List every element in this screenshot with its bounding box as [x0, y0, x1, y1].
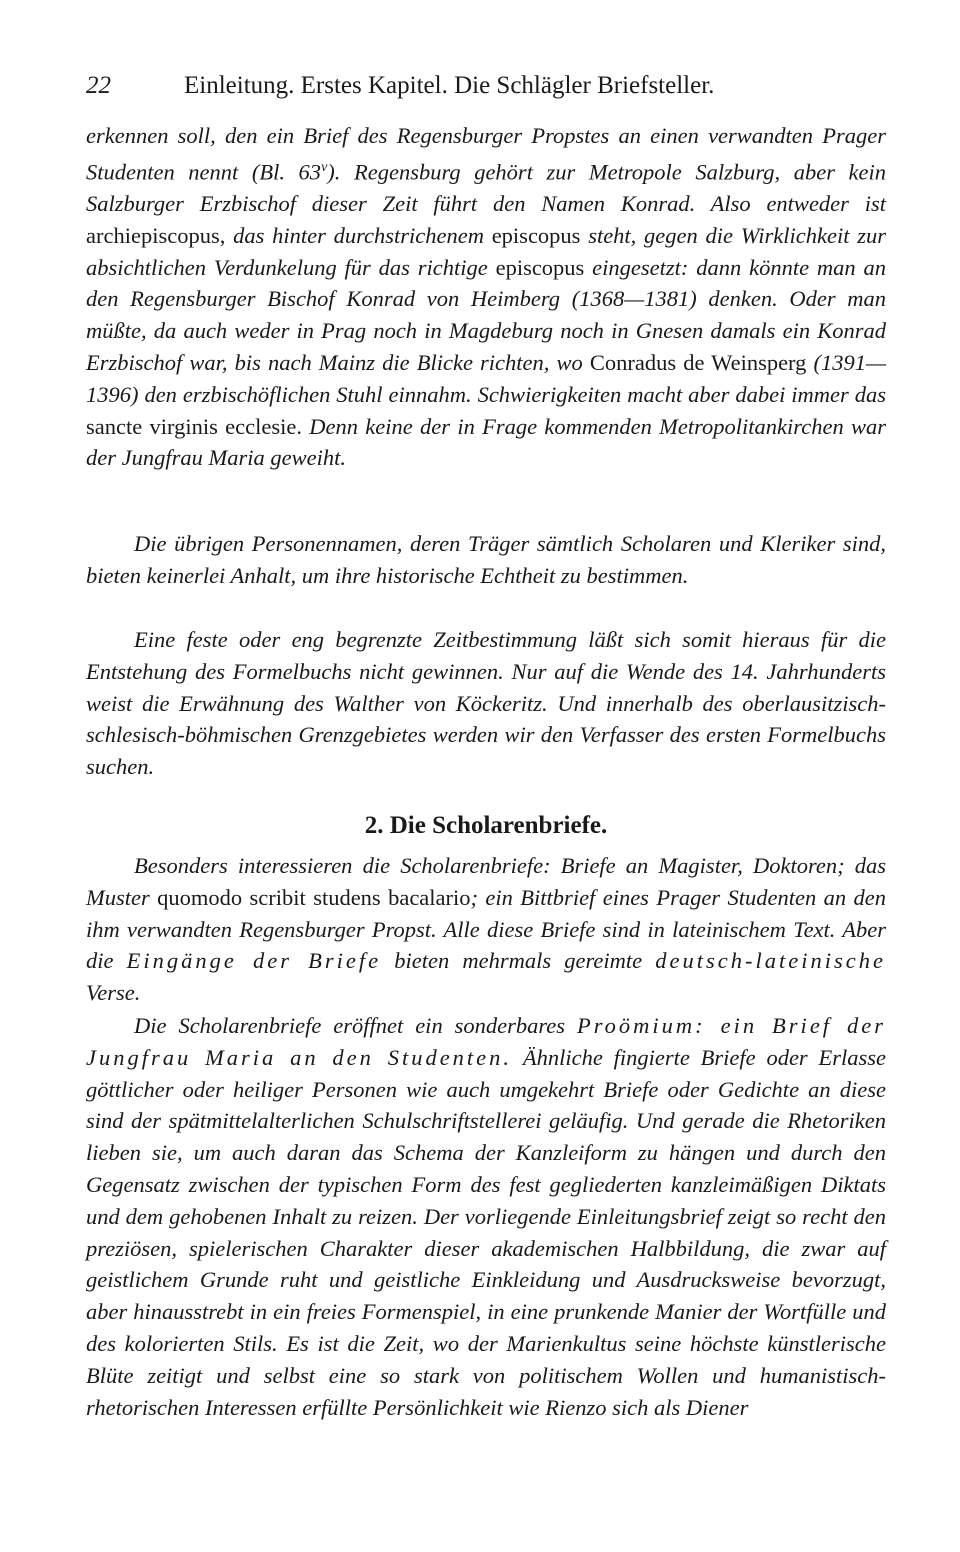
p1-text-7: Denn keine der in Frage kommenden Metropolitankirchen war der Jungfrau Maria geweiht. [86, 413, 886, 471]
p1-text-6: (1391—1396) den erzbischöflichen Stuhl einnahm. Schwierigkeiten macht aber dabei immer das [86, 350, 886, 407]
p4-spaced-1: Eingänge der Briefe [126, 948, 382, 974]
running-head-title: Einleitung. Erstes Kapitel. Die Schlägler Briefsteller. [184, 72, 715, 99]
p1-text-2: ). Regensburg gehört zur Metropole Salzburg, aber kein Salzburger Erzbischof dieser Zeit führt den Namen Konrad. Also entweder ist [86, 159, 886, 217]
p5-text-2: Ähnliche fingierte Briefe oder Erlasse göttlicher oder heiliger Personen wie auch umgekehrt Briefe oder Gedichte an diese sind der spätmittelalterlichen Schulschriftstellerei geläufig. Und gerade die Rhetoriken lieben sie, um auch daran das Schema der Kanzleiform zu hängen und durch den Gegensatz zwischen der typischen Form des fest gegliederten kanzleimäßigen Diktats und dem gehobenen Inhalt zu reizen. Der vorliegende Einleitungsbrief zeigt so recht den preziösen, spielerischen Charakter dieser akademischen Halbbildung, die zwar auf geistlichem Grunde ruht und geistliche Einkleidung und Ausdrucksweise bevorzugt, aber hinausstrebt in ein freies Formenspiel, in eine prunkende Manier der Wortfülle und des kolorierten Stils. Es ist die Zeit, wo der Marienkultus seine höchste künstlerische Blüte zeitigt und selbst eine so stark von politischem Wollen und humanistisch-rhetorischen Interessen erfüllte Persönlichkeit wie Rienzo sich als Diener [86, 1044, 886, 1420]
paragraph-5 [86, 1010, 886, 1423]
p4-text-3: bieten mehrmals gereimte [381, 948, 656, 974]
p4-text-2: ; ein Bittbrief eines Prager Studenten an den ihm verwandten Regensburger Propst. Alle diese Briefe sind in lateinischem Text. Aber die [86, 884, 886, 974]
page-number: 22 [86, 72, 111, 99]
paragraph-3: Eine feste oder eng begrenzte Zeitbestimmung läßt sich somit hieraus für die Entstehung des Formelbuchs nicht gewinnen. Nur auf die Wende des 14. Jahrhunderts weist die Erwähnung des Walther von Köckeritz. Und innerhalb des oberlausitzisch-schlesisch-böhmischen Grenzgebietes werden wir den Verfasser des ersten Formelbuchs suchen. [86, 627, 886, 780]
paragraph-2: Die übrigen Personennamen, deren Träger sämtlich Scholaren und Kleriker sind, bieten keinerlei Anhalt, um ihre historische Echtheit zu bestimmen. [86, 531, 886, 588]
p4-text-1: Besonders interessieren die Scholarenbriefe: Briefe an Magister, Doktoren; das Muster [86, 853, 886, 910]
paragraph-1 [86, 120, 886, 474]
p1-latin-1: archiepiscopus, [86, 222, 234, 248]
p1-latin-3: episcopus [487, 254, 593, 280]
running-head [86, 72, 886, 106]
p1-text-3: das hinter durchstrichenem [233, 222, 484, 248]
section-heading: 2. Die Scholarenbriefe. [364, 812, 608, 839]
p1-latin-5: sancte virginis ecclesie. [86, 413, 310, 439]
paragraph-4 [86, 850, 886, 1009]
p5-spaced: Proömium: ein Brief der Jungfrau Maria an den Studenten. [86, 1013, 886, 1070]
p1-superscript: v [321, 159, 328, 175]
p4-latin: quomodo scribit studens bacalario [149, 884, 471, 910]
p1-text-5: eingesetzt: dann könnte man an den Regensburger Bischof Konrad von Heimberg (1368—1381) denken. Oder man müßte, da auch weder in Prag noch in Magdeburg noch in Gnesen damals ein Konrad Erzbischof war, bis nach Mainz die Blicke richten, wo [86, 254, 886, 376]
p5-text-1: Die Scholarenbriefe eröffnet ein sonderbares [134, 1013, 578, 1038]
p1-latin-2: episcopus [483, 222, 589, 248]
p1-latin-4: Conradus de Weinsperg [582, 350, 814, 376]
p4-spaced-2: deutsch-lateinische [655, 948, 886, 974]
p1-text-1: erkennen soll, den ein Brief des Regensburger Propstes an einen verwandten Prager Studenten nennt (Bl. 63 [86, 123, 886, 185]
p4-text-4: Verse. [86, 980, 141, 1006]
p1-text-4: steht, gegen die Wirklichkeit zur absichtlichen Verdunkelung für das richtige [86, 222, 886, 280]
